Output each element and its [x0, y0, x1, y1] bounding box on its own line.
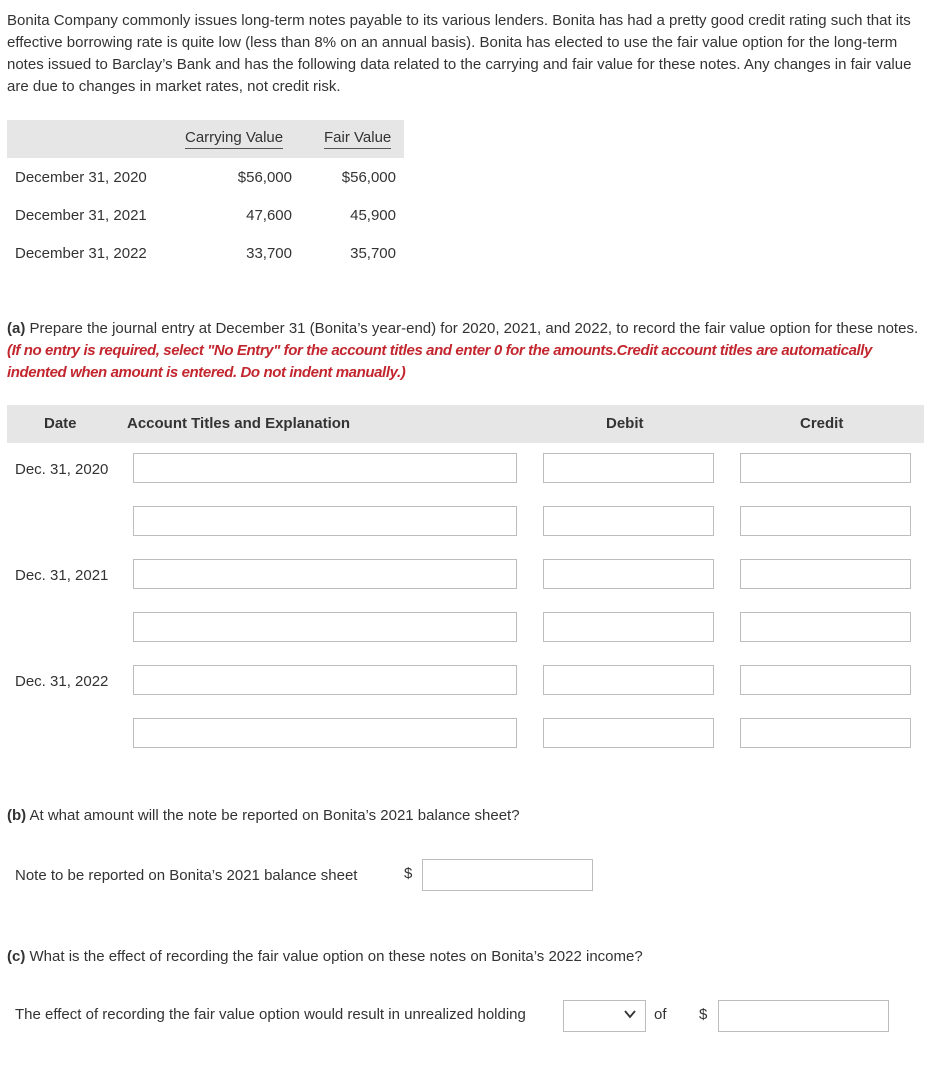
carrying-value-header: Carrying Value: [185, 129, 283, 149]
account-title-input[interactable]: [133, 665, 517, 695]
of-label: of: [654, 1006, 667, 1023]
gain-loss-select[interactable]: [563, 1000, 646, 1032]
row-fair-value: 45,900: [350, 207, 396, 224]
debit-input[interactable]: [543, 718, 714, 748]
account-title-input[interactable]: [133, 612, 517, 642]
problem-intro: Bonita Company commonly issues long-term notes payable to its various lenders. Bonita has had a pretty good credit rating such that its effective borrowing rate is quite low (less than 8% on an annual basis). Bonita has elected to use the fair value option for the long-term notes issued to Barclay’s Bank and has the following data related to the carrying and fair value for these notes. Any changes in fair value are due to changes in market rates, not credit risk.: [7, 12, 912, 95]
part-c-question: [7, 946, 927, 968]
row-fair-value: 35,700: [350, 245, 396, 262]
credit-input[interactable]: [740, 506, 911, 536]
dollar-sign: $: [404, 865, 413, 882]
part-a-instruction: (If no entry is required, select "No Entry" for the account titles and enter 0 for the amounts.Credit account titles are automatically indented when amount is entered. Do not indent manually.): [7, 342, 872, 381]
entry-date: Dec. 31, 2021: [15, 567, 109, 584]
value-table-row: [0, 245, 404, 265]
account-column-header: Account Titles and Explanation: [127, 415, 351, 432]
account-title-input[interactable]: [133, 718, 517, 748]
value-table-row: [0, 169, 404, 189]
credit-input[interactable]: [740, 665, 911, 695]
part-a-question: [7, 318, 927, 384]
date-column-header: Date: [44, 415, 77, 432]
credit-input[interactable]: [740, 612, 911, 642]
credit-input[interactable]: [740, 453, 911, 483]
part-a-text: Prepare the journal entry at December 31 (Bonita’s year-end) for 2020, 2021, and 2022, to record the fair value option for these notes.: [29, 320, 919, 337]
value-table-header: [7, 120, 404, 158]
part-c-text: What is the effect of recording the fair value option on these notes on Bonita’s 2022 income?: [29, 948, 643, 965]
part-b-label: (b): [7, 807, 27, 824]
account-title-input[interactable]: [133, 559, 517, 589]
part-a-label: (a): [7, 320, 26, 337]
row-fair-value: $56,000: [341, 169, 396, 186]
entry-date: Dec. 31, 2022: [15, 673, 109, 690]
debit-input[interactable]: [543, 612, 714, 642]
journal-table-header: [7, 405, 924, 443]
effect-label: The effect of recording the fair value option would result in unrealized holding: [15, 1006, 526, 1023]
row-date: December 31, 2022: [15, 245, 147, 262]
part-b-text: At what amount will the note be reported on Bonita’s 2021 balance sheet?: [29, 807, 520, 824]
debit-input[interactable]: [543, 559, 714, 589]
dollar-sign: $: [699, 1006, 708, 1023]
part-c-label: (c): [7, 948, 26, 965]
note-reported-label: Note to be reported on Bonita’s 2021 balance sheet: [15, 867, 358, 884]
account-title-input[interactable]: [133, 453, 517, 483]
debit-column-header: Debit: [606, 415, 644, 432]
entry-date: Dec. 31, 2020: [15, 461, 109, 478]
value-table-row: [0, 207, 404, 227]
debit-input[interactable]: [543, 665, 714, 695]
credit-input[interactable]: [740, 559, 911, 589]
effect-amount-input[interactable]: [718, 1000, 889, 1032]
row-date: December 31, 2020: [15, 169, 147, 186]
note-amount-input[interactable]: [422, 859, 593, 891]
row-date: December 31, 2021: [15, 207, 147, 224]
part-b-question: [7, 805, 927, 827]
debit-input[interactable]: [543, 506, 714, 536]
account-title-input[interactable]: [133, 506, 517, 536]
row-carrying-value: 33,700: [246, 245, 292, 262]
credit-column-header: Credit: [800, 415, 844, 432]
chevron-down-icon: [623, 1007, 637, 1021]
credit-input[interactable]: [740, 718, 911, 748]
debit-input[interactable]: [543, 453, 714, 483]
row-carrying-value: 47,600: [246, 207, 292, 224]
row-carrying-value: $56,000: [237, 169, 292, 186]
fair-value-header: Fair Value: [324, 129, 391, 149]
